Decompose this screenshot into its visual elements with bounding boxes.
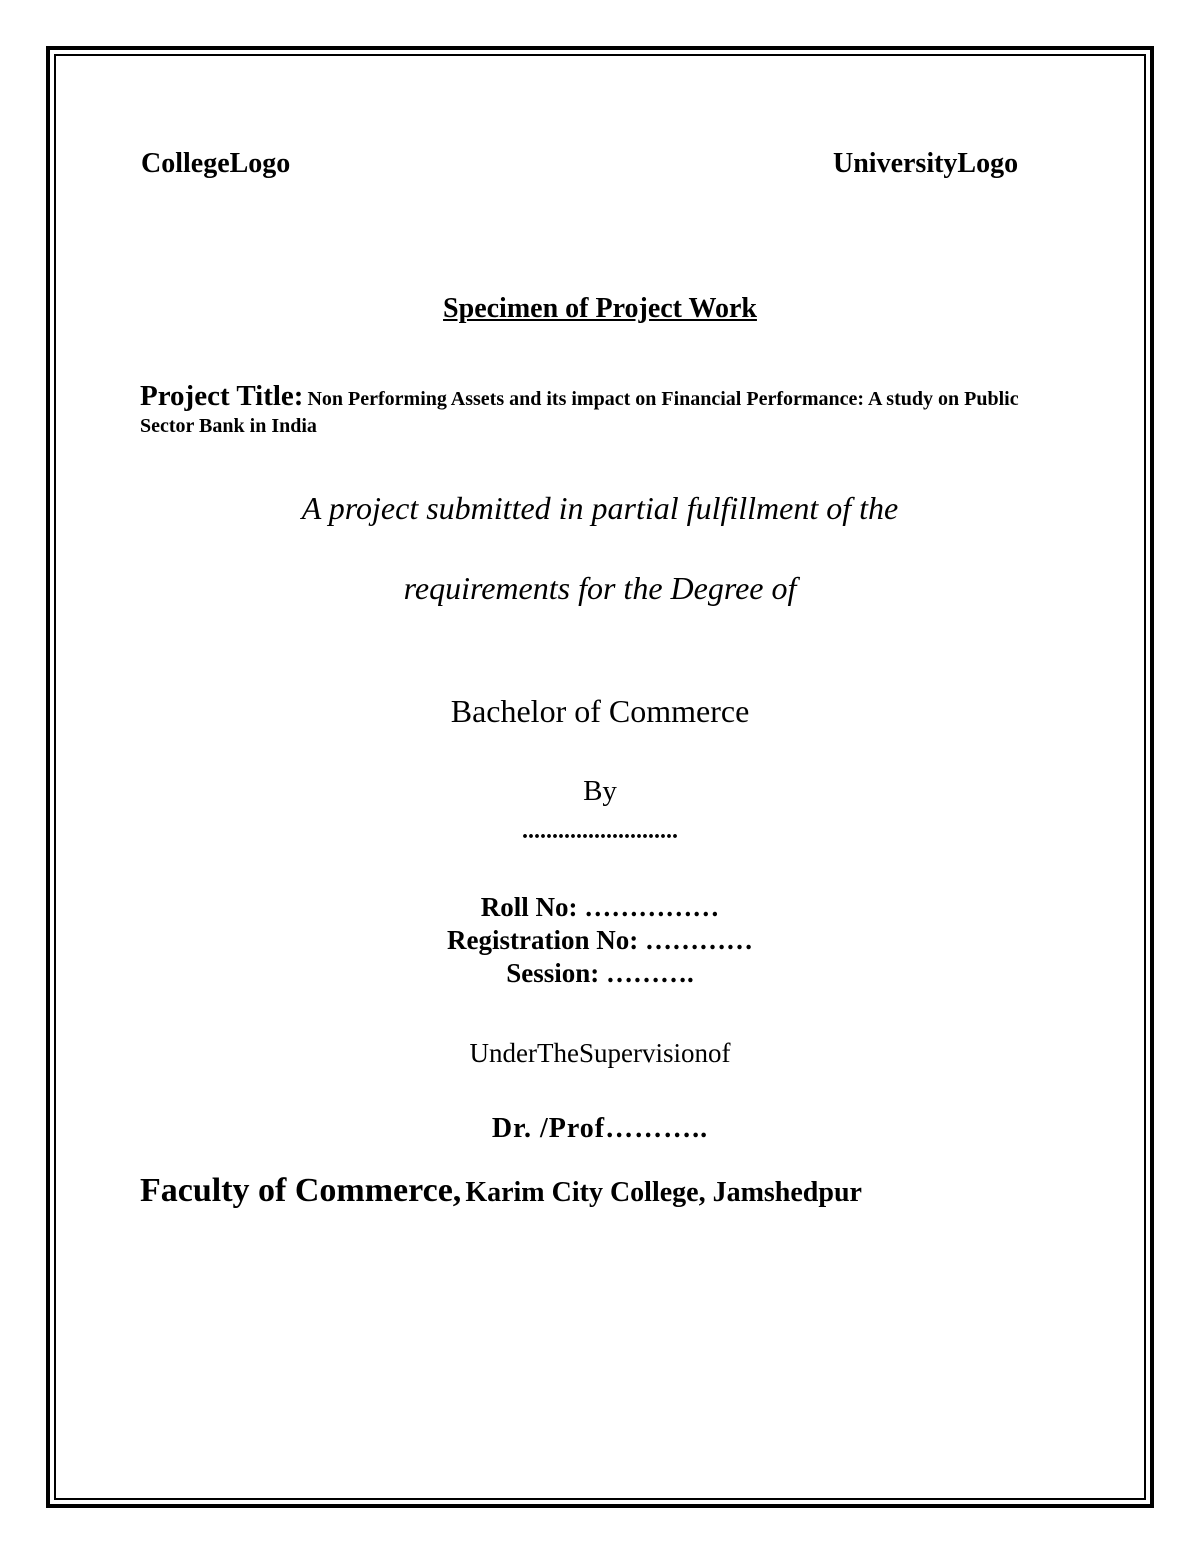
college-name: Karim City College, Jamshedpur	[465, 1177, 862, 1208]
by-label: By	[583, 775, 617, 807]
heading-text: Specimen of Project Work	[443, 293, 757, 324]
submission-line-1: A project submitted in partial fulfillment of the	[301, 490, 899, 526]
submission-line-2: requirements for the Degree of	[403, 570, 797, 606]
supervision-label: UnderTheSupervisionof	[469, 1038, 731, 1068]
supervisor-name: Dr. /Prof………..	[491, 1113, 709, 1144]
project-title-label: Project Title:	[140, 380, 304, 412]
college-logo-placeholder: CollegeLogo	[141, 148, 291, 179]
student-name-placeholder: ..........................	[522, 818, 678, 844]
registration-number: Registration No: …………	[447, 925, 753, 955]
roll-number: Roll No: ……………	[480, 892, 720, 922]
page-heading	[0, 293, 1200, 325]
degree-name: Bachelor of Commerce	[450, 693, 750, 729]
project-title-text: Non Performing Assets and its impact on Financial Performance: A study on Public Sector Bank in India	[140, 388, 1019, 437]
university-logo-placeholder: UniversityLogo	[833, 148, 1019, 179]
project-title-block	[140, 382, 1040, 440]
session: Session: ……….	[506, 958, 694, 988]
faculty-name: Faculty of Commerce,	[140, 1172, 462, 1209]
faculty-line	[140, 1172, 862, 1210]
